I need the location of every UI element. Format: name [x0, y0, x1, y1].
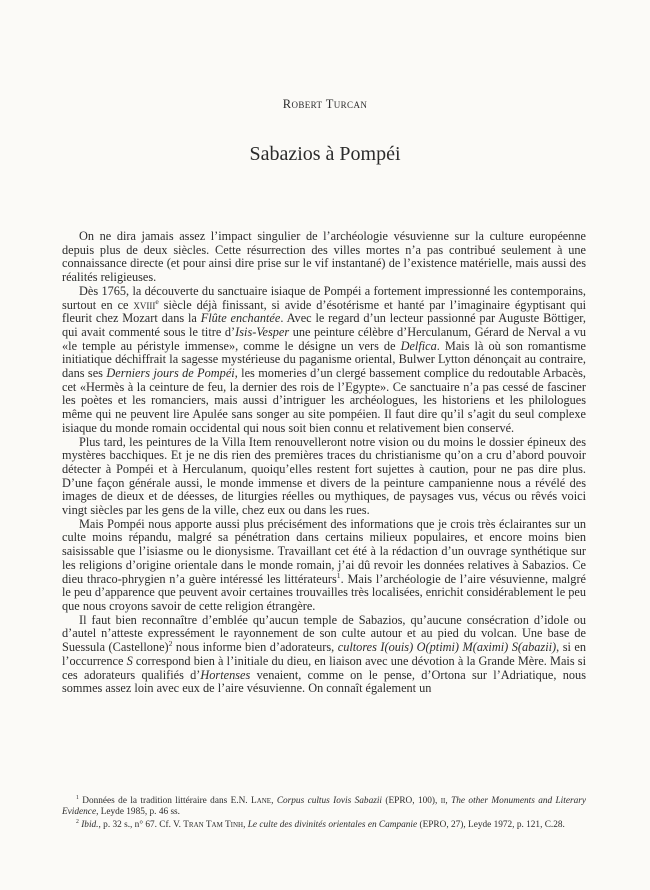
paragraph: [62, 614, 586, 696]
superscript: 2: [168, 639, 173, 648]
footnote: [62, 796, 586, 819]
italic-text: Corpus cultus Iovis Sabazii: [276, 796, 382, 806]
text-run: ,: [271, 796, 277, 806]
italic-text: cultores I(ouis) O(ptimi) M(aximi) S(abazii): [337, 640, 557, 655]
text-run: une peinture célèbre d’Herculanum, Gérard de Nerval a vu «le temple au péristyle immense», comme le désigne un vers de: [62, 324, 587, 353]
italic-text: Flûte enchantée: [200, 311, 281, 326]
text-run: Mais Pompéi nous apporte aussi plus précisément des informations que je crois très éclairantes sur un culte moins répandu, malgré sa pénétration dans certains milieux populaires, et encore moins bien saisissable que l’isiasme ou le dionysisme. Travaillant cet été à la rédaction d’un ouvrage synthétique sur les religions d’origine orientale dans le monde romain, j’ai dû revoir les données relatives à Sabazios. Ce dieu thraco-phrygien n’a guère intéressé les littérateurs: [62, 516, 586, 586]
text-run: correspond bien à l’initiale du dieu, en liaison avec une dévotion à la Grande Mère. Mais si ces adorateurs qualifiés d’: [62, 653, 586, 682]
superscript: 1: [336, 570, 341, 580]
text-run: , p. 32 s., n° 67. Cf. V.: [98, 819, 184, 830]
small-caps-text: Tran Tam Tinh: [183, 819, 244, 830]
text-run: On ne dira jamais assez l’impact singulier de l’archéologie vésuvienne sur la culture européenne depuis plus de deux siècles. Cette résurrection des villes mortes n’a pas contribué seulement à une connaissance directe (et pour ainsi dire prise sur le vif instantané) de l’existence matérielle, mais aussi des réalités religieuses.: [62, 229, 586, 285]
text-run: siècle déjà finissant, si avide d’ésotérisme et hanté par l’imaginaire égyptisant qui fleurit chez Mozart dans la: [62, 297, 587, 326]
italic-text: Isis-Vesper: [235, 324, 290, 339]
paragraph: [62, 436, 586, 518]
text-run: . Mais là où son romantisme initiatique déchiffrait la sagesse mystérieuse du paganisme oriental, Bulwer Lytton dénonçait au contraire, dans ses: [62, 338, 586, 381]
text-run: (EPRO, 100),: [382, 796, 441, 806]
article-body: [62, 230, 586, 696]
footnotes: [62, 796, 586, 832]
text-run: ,: [243, 819, 248, 830]
text-run: Données de la tradition littéraire dans E.N.: [78, 796, 252, 806]
text-run: . Mais l’archéologie de l’aire vésuvienne, malgré le peu d’apparence que peuvent avoir certaines trouvailles très localisées, enrichit considérablement le peu que nous croyons savoir de cette religion étrangère.: [62, 571, 587, 613]
italic-text: Derniers jours de Pompéi: [106, 366, 235, 381]
italic-text: Hortenses: [200, 667, 251, 682]
italic-text: S: [126, 653, 133, 668]
text-run: Plus tard, les peintures de la Villa Item renouvelleront notre vision ou du moins le dossier épineux des mystères bacchiques. Et je ne dis rien des premières traces du christianisme qu’on a cru d’abord pouvoir détecter à Pompéi et à Herculanum, quoiqu’elles restent fort sujettes à caution, pour ne pas dire plus. D’une façon générale aussi, le monde immense et divers de la peinture campanienne nous a révélé des images de dieux et de déesses, de liturgies réelles ou mythiques, de paysages vus, vécus ou rêvés voici vingt siècles par les gens de la ville, chez eux ou dans les rues.: [62, 434, 586, 518]
small-caps-text: ii: [440, 796, 446, 806]
paragraph: [62, 230, 586, 285]
footnote: [62, 820, 586, 831]
paragraph: [62, 518, 586, 614]
text-run: , Leyde 1985, p. 46 ss.: [96, 807, 180, 818]
text-run: nous informe bien d’adorateurs,: [172, 640, 338, 655]
italic-text: Le culte des divinités orientales en Campanie: [247, 819, 418, 830]
text-run: . Avec le regard d’un lecteur passionné par Auguste Böttiger, qui avait commenté sous le titre d’: [62, 311, 586, 339]
text-run: ,: [445, 796, 452, 806]
text-run: venaient, comme on le pense, d’Ortona sur l’Adriatique, nous sommes assez loin avec eux de l’aire vésuvienne. On connaît également un: [62, 667, 586, 696]
paragraph: [62, 285, 586, 436]
small-caps-text: xviii: [133, 297, 156, 312]
superscript: 2: [76, 818, 79, 825]
small-caps-text: Lane: [251, 796, 272, 806]
superscript: e: [155, 296, 159, 306]
text-run: Dès 1765, la découverte du sanctuaire isiaque de Pompéi a fortement impressionné les contemporains, surtout en ce: [62, 283, 586, 312]
italic-text: Delfica: [400, 338, 437, 353]
superscript: 1: [76, 794, 79, 801]
text-run: (EPRO, 27), Leyde 1972, p. 121, C.28.: [417, 819, 565, 830]
text-run: , si en l’occurrence: [62, 640, 586, 668]
italic-text: Ibid.: [81, 819, 99, 830]
italic-text: The other Monuments and Literary Evidence: [62, 796, 586, 818]
article-title: Sabazios à Pompéi: [249, 143, 401, 165]
author-name: Robert Turcan: [282, 97, 368, 111]
text-run: , les momeries d’un clergé bassement complice du redoutable Arbacès, cet «Hermès à la ceinture de feu, la dernier des rois de l’Egypte». Ce sanctuaire n’a pas cessé de fasciner les poètes et les romanciers, mais aussi d’intriguer les archéologues, les historiens et les philologues même qui ne peuvent lire Apulée sans songer au site pompéien. Il faut dire qu’il s’agit du seul complexe isiaque du monde romain occidental qui nous soit bien connu et relativement bien conservé.: [62, 366, 586, 435]
text-run: Il faut bien reconnaître d’emblée qu’aucun temple de Sabazios, qu’aucune consécration d’idole ou d’autel n’atteste expressément le rayonnement de son culte autour et au pied du volcan. Une base de Suessula (Castellone): [62, 612, 586, 655]
